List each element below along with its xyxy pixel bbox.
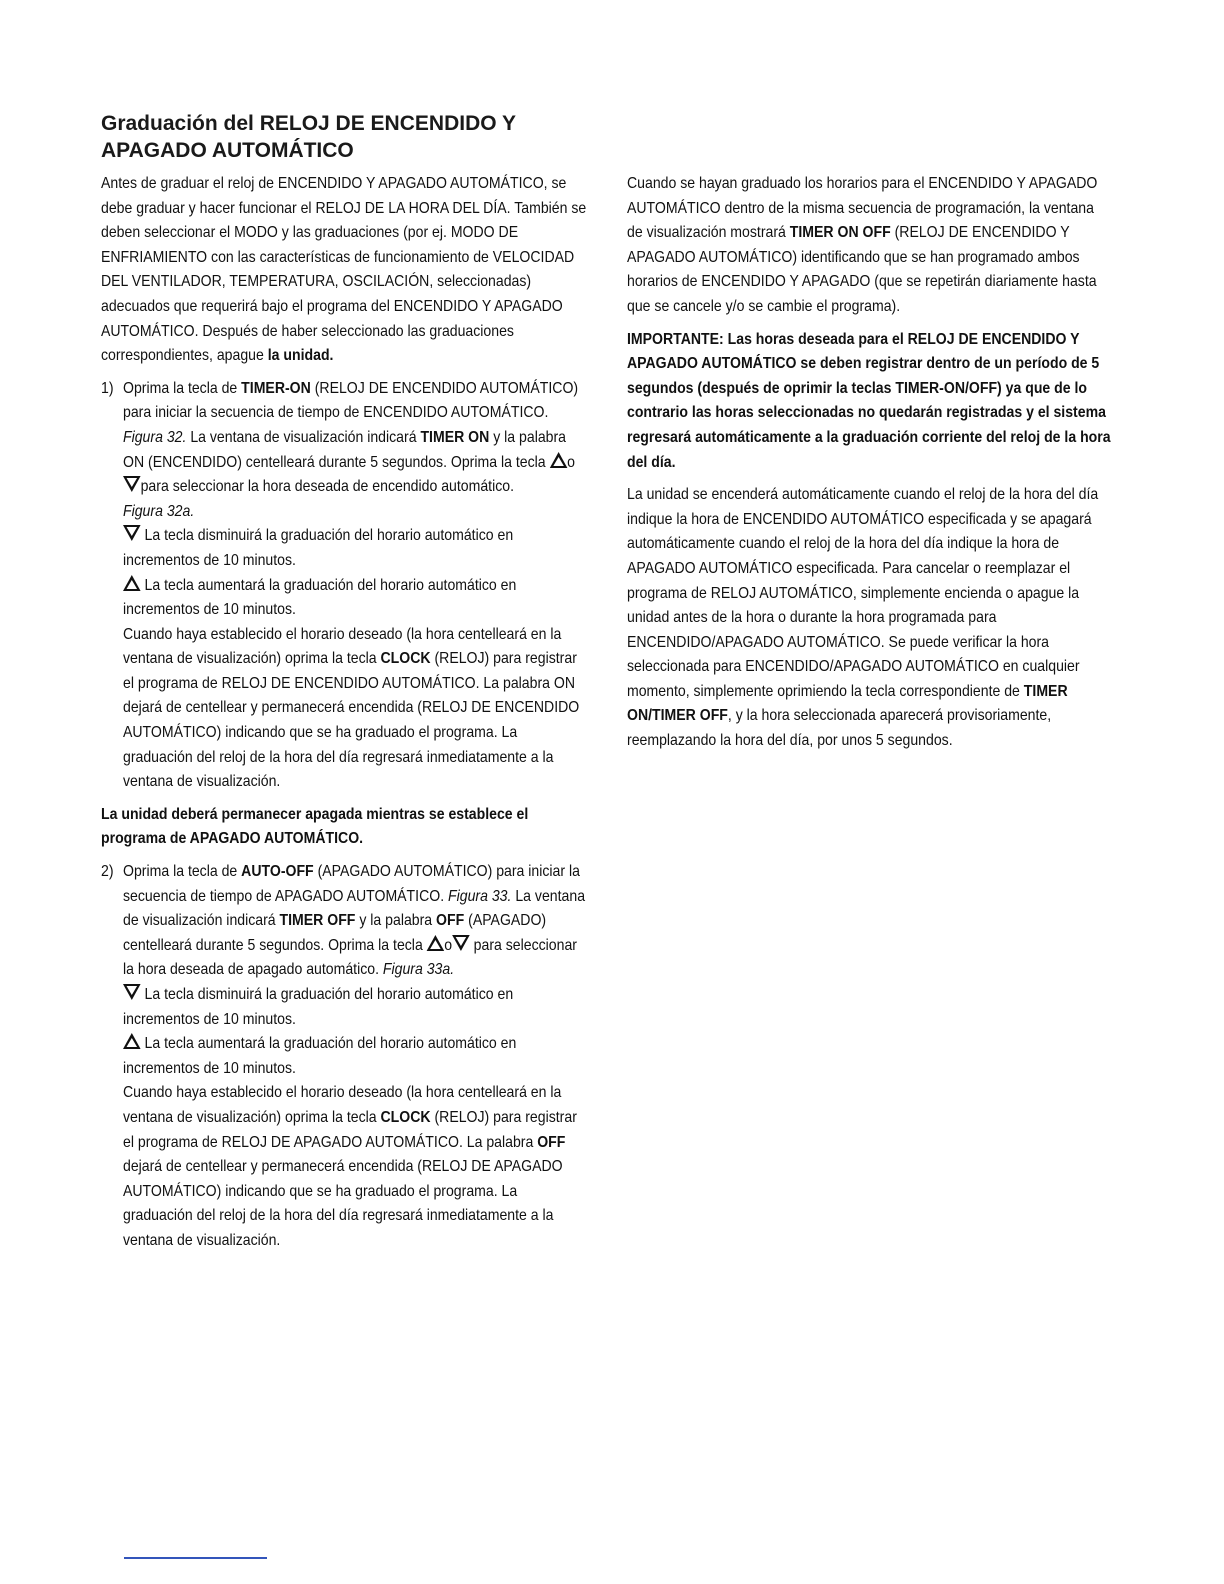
intro-text: Antes de graduar el reloj de ENCENDIDO Y APAGADO AUTOMÁTICO, se debe graduar y hacer funcionar el RELOJ DE LA HORA DEL DÍA. También se deben seleccionar el MODO y las graduaciones (por ej. MODO DE ENFRIAMIENTO con las características de funcionamiento de VELOCIDAD DEL VENTILADOR, TEMPERATURA, OSCILACIÓN, seleccionadas) adecuados que requerirá bajo el programa del ENCENDIDO Y APAGADO AUTOMÁTICO. Después de haber seleccionado las graduaciones correspondientes, apague: [101, 175, 587, 365]
important-bold: IMPORTANTE: Las horas deseada para el RELOJ DE ENCENDIDO Y APAGADO AUTOMÁTICO se deben registrar dentro de un período de 5 segundos (después de oprimir la teclas TIMER-ON/OFF) ya que de lo contrario las horas seleccionadas no quedarán registradas y el sistema regresará automáticamente a la graduación corriente del reloj de la hora del día.: [627, 330, 1111, 471]
step-1-increase: [123, 574, 587, 623]
s1-inc-text: La tecla aumentará la graduación del horario automático en incrementos de 10 minutos.: [123, 576, 517, 619]
step-1-clock: [123, 623, 587, 795]
step-2-clock: [123, 1081, 587, 1253]
right-column: [627, 172, 1113, 762]
s2-text-m: Cuando haya establecido el horario deseado (la hora centelleará en la ventana de visualización) oprima la tecla: [123, 1084, 562, 1126]
s2-text-i: (APAGADO) centelleará durante 5 segundos. Oprima la tecla: [123, 912, 547, 954]
s2-text-a: Oprima la tecla de: [123, 863, 238, 881]
r-p2-a: La unidad se encenderá automáticamente cuando el reloj de la hora del día indique la hora de ENCENDIDO AUTOMÁTICO especificada y se apagará automáticamente cuando el reloj de la hora del día indique la hora de APAGADO AUTOMÁTICO especificada. Para cancelar o reemplazar el programa de RELOJ AUTOMÁTICO, simplemente encienda o apague la unidad antes de la hora o durante la hora programada para ENCENDIDO/APAGADO AUTOMÁTICO. Se puede verificar la hora seleccionada para ENCENDIDO/APAGADO AUTOMÁTICO en cualquier momento, simplemente oprimiendo la tecla correspondiente de: [627, 486, 1099, 700]
up-arrow-icon: [549, 452, 567, 468]
step-1-number: 1): [101, 379, 114, 397]
step-2: [101, 860, 587, 1254]
section-title: Graduación del RELOJ DE ENCENDIDO Y APAGADO AUTOMÁTICO: [101, 112, 516, 162]
s2-text-c: (APAGADO AUTOMÁTICO) para iniciar la secuencia de tiempo de APAGADO AUTOMÁTICO.: [123, 863, 580, 905]
s1-text-a: Oprima la tecla de: [123, 379, 238, 397]
s1-or: o: [567, 453, 575, 471]
figure-32a-ref: Figura 32a.: [123, 502, 195, 520]
clock-key-2: CLOCK: [380, 1108, 431, 1126]
down-arrow-icon: [123, 476, 141, 492]
step-1-decrease: [123, 524, 587, 573]
timer-on-off-keys: TIMER ON/TIMER OFF: [627, 682, 1068, 725]
timer-on-off-display: TIMER ON OFF: [789, 224, 891, 242]
s1-text-k: Cuando haya establecido el horario deseado (la hora centelleará en la ventana de visualización) oprima la tecla: [123, 625, 562, 668]
s2-inc-text: La tecla aumentará la graduación del horario automático en incrementos de 10 minutos.: [123, 1035, 517, 1077]
s2-or: o: [444, 936, 453, 954]
left-column: [101, 172, 587, 1262]
r-p1-a: Cuando se hayan graduado los horarios para el ENCENDIDO Y APAGADO AUTOMÁTICO dentro de la misma secuencia de programación, la ventana de visualización mostrará: [627, 175, 1098, 242]
step-2-decrease: [123, 983, 587, 1032]
intro-bold: la unidad.: [267, 347, 334, 365]
up-arrow-icon: [427, 935, 445, 951]
timer-off-display: TIMER OFF: [279, 912, 356, 930]
s1-text-c: (RELOJ DE ENCENDIDO AUTOMÁTICO) para iniciar la secuencia de tiempo de ENCENDIDO AUTOMÁTICO.: [123, 379, 579, 422]
step-2-number: 2): [101, 863, 114, 881]
figure-32-ref: Figura 32.: [123, 428, 187, 446]
both-timers-paragraph: [627, 172, 1113, 320]
figure-33a-ref: Figura 33a.: [382, 961, 455, 979]
r-p1-c: (RELOJ DE ENCENDIDO Y APAGADO AUTOMÁTICO) identificando que se han programado ambos horarios de ENCENDIDO Y APAGADO (que se repetirán diariamente hasta que se cancele y/o se cambie el programa).: [627, 224, 1097, 315]
auto-operation-paragraph: [627, 483, 1113, 754]
step-2-increase: [123, 1032, 587, 1081]
s2-text-g: y la palabra: [359, 912, 433, 930]
step-1: [101, 377, 587, 795]
s1-text-i: para seleccionar la hora deseada de encendido automático.: [140, 478, 514, 496]
down-arrow-icon: [452, 935, 470, 951]
s2-dec-text: La tecla disminuirá la graduación del horario automático en incrementos de 10 minutos.: [123, 986, 514, 1028]
figure-33-ref: Figura 33.: [448, 887, 512, 905]
s2-text-e: La ventana de visualización indicará: [123, 887, 586, 930]
timer-on-display: TIMER ON: [420, 428, 490, 446]
s1-text-m: (RELOJ) para registrar el programa de RELOJ DE ENCENDIDO AUTOMÁTICO. La palabra ON dejará de centellear y permanecerá encendida (RELOJ DE ENCENDIDO AUTOMÁTICO) indicando que se ha graduado el programa. La graduación del reloj de la hora del día regresará inmediatamente a la ventana de visualización.: [123, 650, 580, 791]
timer-on-key: TIMER-ON: [241, 379, 311, 397]
step-2-main: [123, 860, 587, 983]
up-arrow-icon: [123, 575, 141, 591]
s2-text-o: (RELOJ) para registrar el programa de RELOJ DE APAGADO AUTOMÁTICO. La palabra: [123, 1108, 577, 1151]
auto-off-key: AUTO-OFF: [241, 863, 314, 881]
off-word-2: OFF: [537, 1133, 566, 1151]
intro-paragraph: [101, 172, 587, 369]
down-arrow-icon: [123, 984, 141, 1000]
up-arrow-icon: [123, 1033, 141, 1049]
important-paragraph: [627, 328, 1113, 476]
down-arrow-icon: [123, 525, 141, 541]
s1-text-g: y la palabra ON (ENCENDIDO) centelleará durante 5 segundos. Oprima la tecla: [123, 428, 566, 471]
clock-key: CLOCK: [380, 650, 431, 668]
step-1-main: [123, 377, 587, 525]
note-bold: La unidad deberá permanecer apagada mientras se establece el programa de APAGADO AUTOMÁTICO.: [101, 805, 529, 848]
s2-text-k: para seleccionar la hora deseada de apagado automático.: [123, 936, 577, 979]
r-p2-c: , y la hora seleccionada aparecerá provisoriamente, reemplazando la hora del día, por unos 5 segundos.: [627, 707, 1052, 750]
off-word: OFF: [436, 912, 465, 930]
note-paragraph: [101, 803, 587, 852]
s1-dec-text: La tecla disminuirá la graduación del horario automático en incrementos de 10 minutos.: [123, 527, 514, 569]
s2-text-q: dejará de centellear y permanecerá encendida (RELOJ DE APAGADO AUTOMÁTICO) indicando que se ha graduado el programa. La graduación del reloj de la hora del día regresará inmediatamente a la ventana de visualización.: [123, 1158, 563, 1249]
footer-rule: [124, 1557, 267, 1559]
s1-text-e: La ventana de visualización indicará: [190, 428, 417, 446]
